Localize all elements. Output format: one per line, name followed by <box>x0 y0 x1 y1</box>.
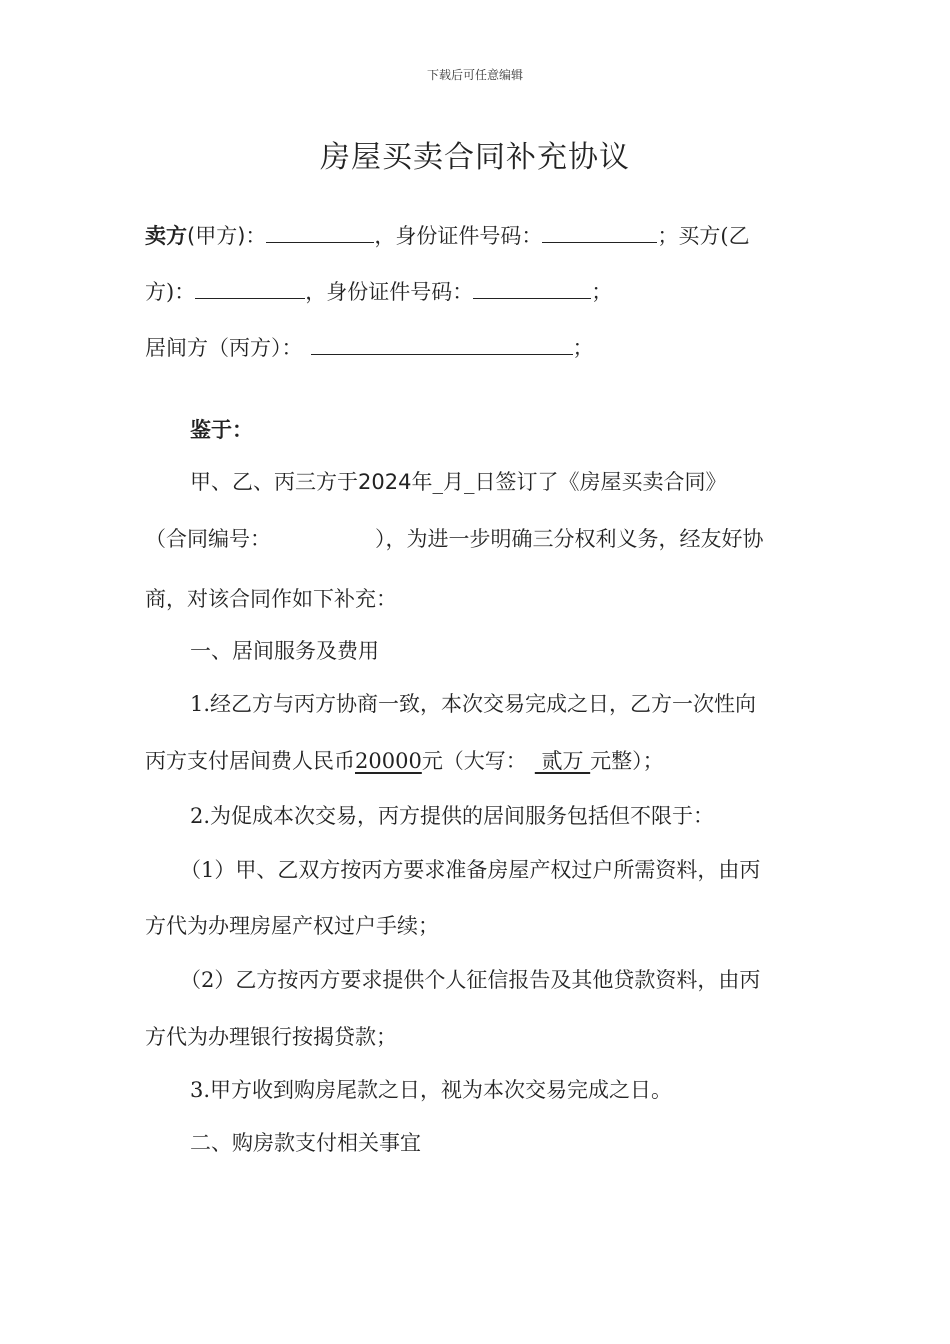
item-3: 3.甲方收到购房尾款之日，视为本次交易完成之日。 <box>190 1078 673 1102</box>
whereas-p3: 商，对该合同作如下补充： <box>145 587 397 611</box>
item-2: 2.为促成本次交易，丙方提供的居间服务包括但不限于： <box>190 804 715 828</box>
buyer-id-blank[interactable] <box>473 276 591 299</box>
parties-line-1 <box>145 220 750 251</box>
item-2-2-line-2: 方代为办理银行按揭贷款； <box>145 1025 397 1049</box>
seller-name-blank[interactable] <box>266 220 374 243</box>
header-note: 下载后可任意编辑 <box>426 68 523 82</box>
fee-amount: 20000 <box>355 749 422 773</box>
item-2-1-line-2: 方代为办理房屋产权过户手续； <box>145 914 439 938</box>
buyer-name-blank[interactable] <box>195 276 305 299</box>
agreement-year: 2024 <box>358 470 412 494</box>
agent-line <box>145 332 594 363</box>
parties-line-2 <box>145 276 612 307</box>
item-1-line-2: 丙方支付居间费人民币20000元（大写： 贰万 元整）； <box>145 749 664 773</box>
agent-end: ； <box>572 336 594 360</box>
agent-label: 居间方（丙方）： <box>145 336 303 360</box>
buyer-lead: ；买方(乙 <box>657 224 750 248</box>
item-1-line-1: 1.经乙方与丙方协商一致，本次交易完成之日，乙方一次性向 <box>190 692 757 716</box>
buyer-cont: 方)： <box>145 280 196 304</box>
section-1-heading: 一、居间服务及费用 <box>190 639 379 663</box>
seller-id-blank[interactable] <box>542 220 657 243</box>
parties-end: ； <box>591 280 613 304</box>
whereas-p2: （合同编号： ），为进一步明确三分权利义务，经友好协 <box>145 527 764 551</box>
document-title: 房屋买卖合同补充协议 <box>320 140 630 175</box>
fee-amount-words: 贰万 <box>534 749 591 773</box>
whereas-label: 鉴于： <box>190 418 253 442</box>
item-2-1-line-1: （1）甲、乙双方按丙方要求准备房屋产权过户所需资料，由丙 <box>180 858 761 882</box>
seller-paren: (甲方)： <box>187 224 267 248</box>
whereas-p1: 甲、乙、丙三方于2024年_月_日签订了《房屋买卖合同》 <box>190 470 727 494</box>
item-2-2-line-1: （2）乙方按丙方要求提供个人征信报告及其他贷款资料，由丙 <box>180 968 761 992</box>
id-label-1: ，身份证件号码： <box>374 224 543 248</box>
agent-name-blank[interactable] <box>311 332 573 355</box>
section-2-heading: 二、购房款支付相关事宜 <box>190 1131 421 1155</box>
seller-label: 卖方 <box>145 224 187 248</box>
id-label-2: ，身份证件号码： <box>305 280 474 304</box>
